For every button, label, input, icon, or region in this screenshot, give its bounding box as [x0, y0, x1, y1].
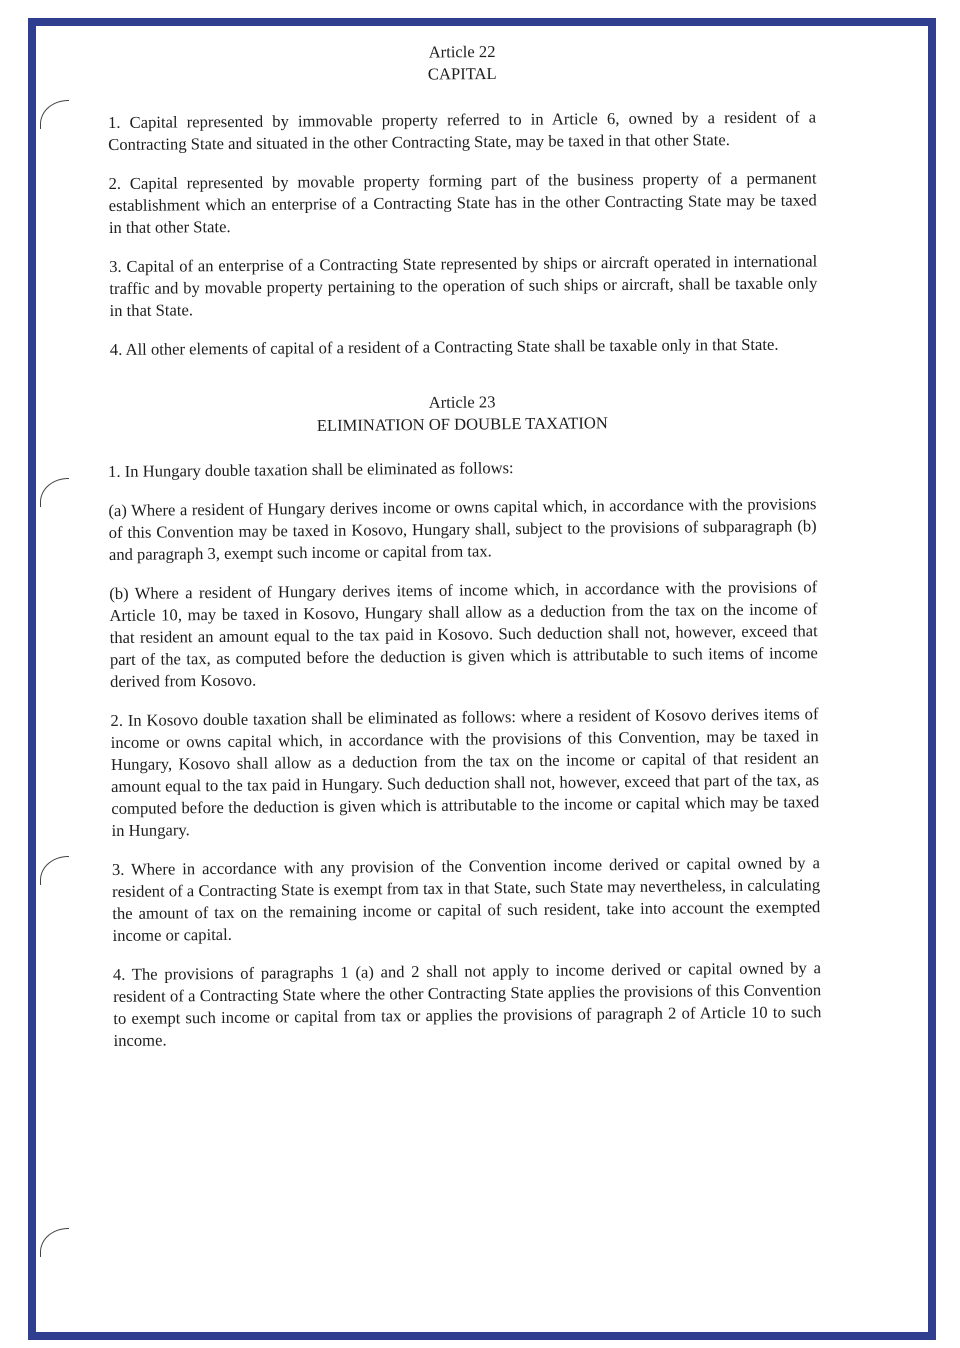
article-23-subparagraph-b: (b) Where a resident of Hungary derives items of income which, in accordance with the provisions of Article 10, may be taxed in Kosovo, Hungary shall allow as a deduction from the tax on the income of that resident an amount equal to the tax paid in Kosovo. Such deduction shall not, however, exceed that part of the tax, as computed before the deduction is given which is attributable to such items of income derived from Kosovo. — [109, 577, 818, 691]
article-23-section — [108, 454, 822, 1052]
article-23-paragraph-2: 2. In Kosovo double taxation shall be eliminated as follows: where a resident of Kosovo derives items of income or owns capital which, in accordance with the provisions of this Convention, may be taxed in Hungary, Kosovo shall allow as a deduction from the tax on the income or capital of that resident an amount equal to the tax paid in Hungary. Such deduction shall not, however, exceed that part of the tax, as computed before the deduction is given which is attributable to the income or capital which may be taxed in Hungary. — [110, 704, 820, 840]
article-23-number: Article 23 — [428, 392, 496, 412]
article-23-title: ELIMINATION OF DOUBLE TAXATION — [316, 413, 608, 435]
article-22-paragraph-2: 2. Capital represented by movable property forming part of the business property of a permanent establishment which an enterprise of a Contracting State has in the other Contracting State may be taxed in that other State. — [108, 168, 817, 237]
article-23-heading — [108, 388, 816, 439]
article-22-paragraph-3: 3. Capital of an enterprise of a Contracting State represented by ships or aircraft operated in international traffic and by movable property pertaining to the operation of such ships or aircraft, shall be taxable only in that State. — [109, 251, 818, 320]
article-23-paragraph-3: 3. Where in accordance with any provision of the Convention income derived or capital owned by a resident of a Contracting State is exempt from tax in that State, such State may nevertheless, in calculating the amount of tax on the remaining income or capital of such resident, take into account the exempted income or capital. — [111, 853, 821, 945]
article-22-heading — [108, 38, 816, 88]
article-22-paragraph-1: 1. Capital represented by immovable property referred to in Article 6, owned by a resident of a Contracting State and situated in the other Contracting State, may be taxed in that other State. — [108, 107, 817, 154]
article-22-paragraph-4: 4. All other elements of capital of a resident of a Contracting State shall be taxable only in that State. — [109, 334, 779, 359]
article-23-paragraph-1: 1. In Hungary double taxation shall be eliminated as follows: — [108, 458, 514, 481]
article-22-section — [108, 106, 818, 361]
article-22-number: Article 22 — [428, 41, 496, 62]
document-body — [108, 41, 822, 1069]
article-23-subparagraph-a: (a) Where a resident of Hungary derives income or owns capital which, in accordance with the provisions of this Convention may be taxed in Kosovo, Hungary shall, subject to the provisions of subparagraph (b) and paragraph 3, exempt such income or capital from tax. — [108, 494, 817, 564]
article-23-paragraph-4: 4. The provisions of paragraphs 1 (a) and 2 shall not apply to income derived or capital owned by a resident of a Contracting State where the other Contracting State applies the provisions of this Convention to exempt such income or capital from tax or applies the provisions of paragraph 2 of Article 10 to such income. — [112, 958, 822, 1050]
article-22-title: CAPITAL — [427, 63, 497, 84]
